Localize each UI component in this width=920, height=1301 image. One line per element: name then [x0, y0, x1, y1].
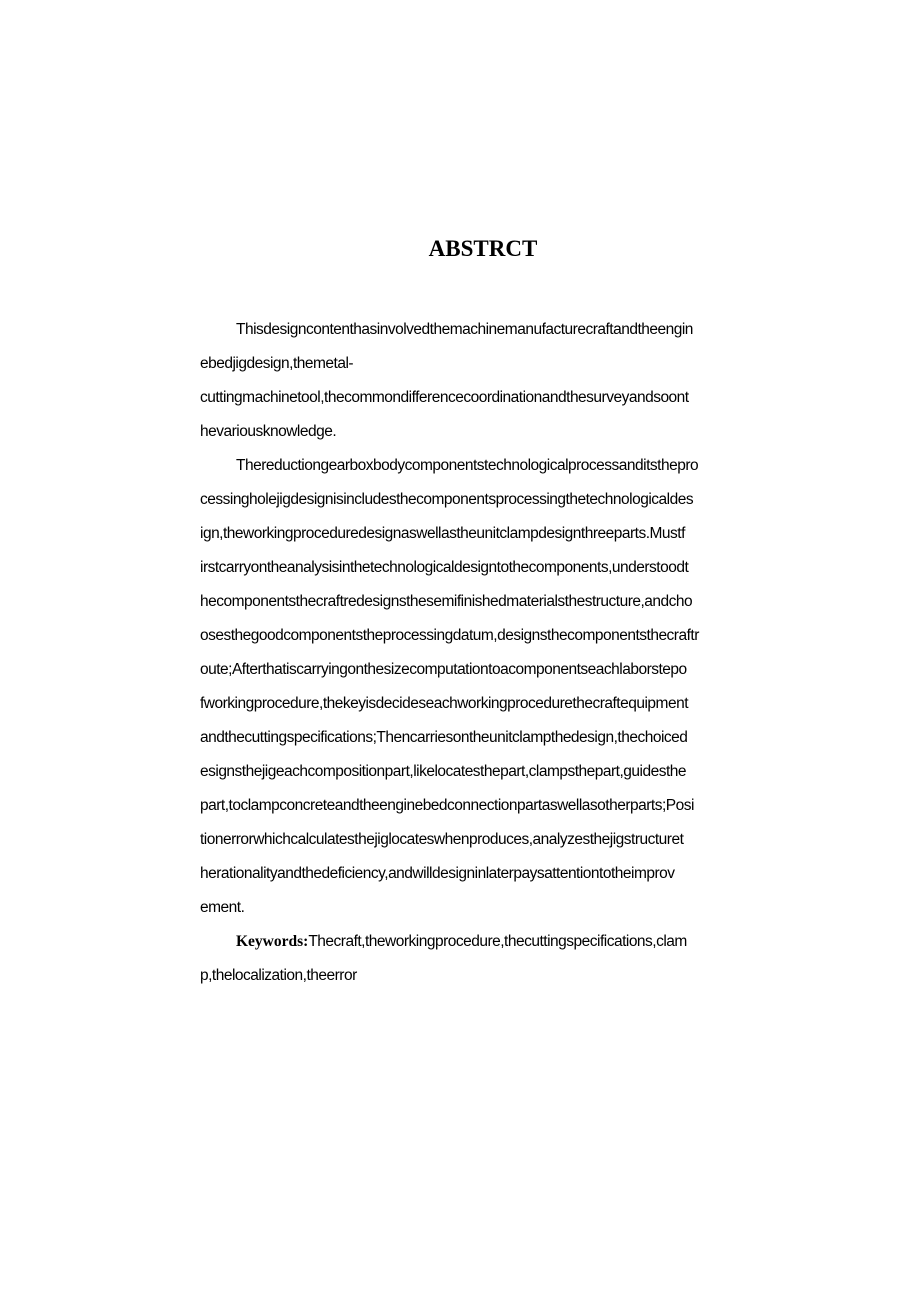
paragraph-2-line: part,toclampconcreteandtheenginebedconnectionpartaswellasotherparts;Posi — [200, 797, 694, 814]
paragraph-2-line: cessingholejigdesignisincludesthecomponentsprocessingthetechnologicaldes — [200, 491, 694, 508]
paragraph-2-line: herationalityandthedeficiency,andwilldesigninlaterpaysattentiontotheimprov — [200, 865, 675, 882]
paragraph-1-line: ebedjigdesign,themetal- — [200, 355, 354, 372]
paragraph-2-line: esignsthejigeachcompositionpart,likelocatesthepart,clampsthepart,guidesthe — [200, 763, 687, 780]
paragraph-2-line: ign,theworkingproceduredesignaswellastheunitclampdesignthreeparts.Mustf — [200, 525, 685, 542]
paragraph-1-line: Thisdesigncontenthasinvolvedthemachinemanufacturecraftandtheengin — [236, 321, 693, 338]
abstract-heading: ABSTRCT — [428, 236, 538, 261]
paragraph-2-line: hecomponentsthecraftredesignsthesemifinishedmaterialsthestructure,andcho — [200, 593, 693, 610]
paragraph-2-line: Thereductiongearboxbodycomponentstechnologicalprocessanditsthepro — [236, 457, 699, 474]
keywords-text: Thecraft,theworkingprocedure,thecuttingspecifications,clam — [308, 933, 687, 950]
paragraph-2-line: tionerrorwhichcalculatesthejiglocateswhenproduces,analyzesthejigstructuret — [200, 831, 684, 848]
keywords-line: p,thelocalization,theerror — [200, 967, 357, 984]
paragraph-2-line: osesthegoodcomponentstheprocessingdatum,designsthecomponentsthecraftr — [200, 627, 699, 644]
paragraph-2-line: oute;Afterthatiscarryingonthesizecomputationtoacomponentseachlaborstepo — [200, 661, 687, 678]
paragraph-2-line: ement. — [200, 899, 245, 916]
keywords-line — [200, 925, 775, 959]
paragraph-2-line: irstcarryontheanalysisinthetechnologicaldesigntothecomponents,understoodt — [200, 559, 689, 576]
paragraph-2-line: andthecuttingspecifications;Thencarriesontheunitclampthedesign,thechoiced — [200, 729, 688, 746]
paragraph-2-line: fworkingprocedure,thekeyisdecideseachworkingprocedurethecraftequipment — [200, 695, 688, 712]
abstract-body — [200, 313, 775, 993]
paragraph-1-line: hevariousknowledge. — [200, 423, 337, 440]
keywords-label: Keywords: — [236, 933, 309, 950]
paragraph-1-line: cuttingmachinetool,thecommondifferencecoordinationandthesurveyandsoont — [200, 389, 689, 406]
